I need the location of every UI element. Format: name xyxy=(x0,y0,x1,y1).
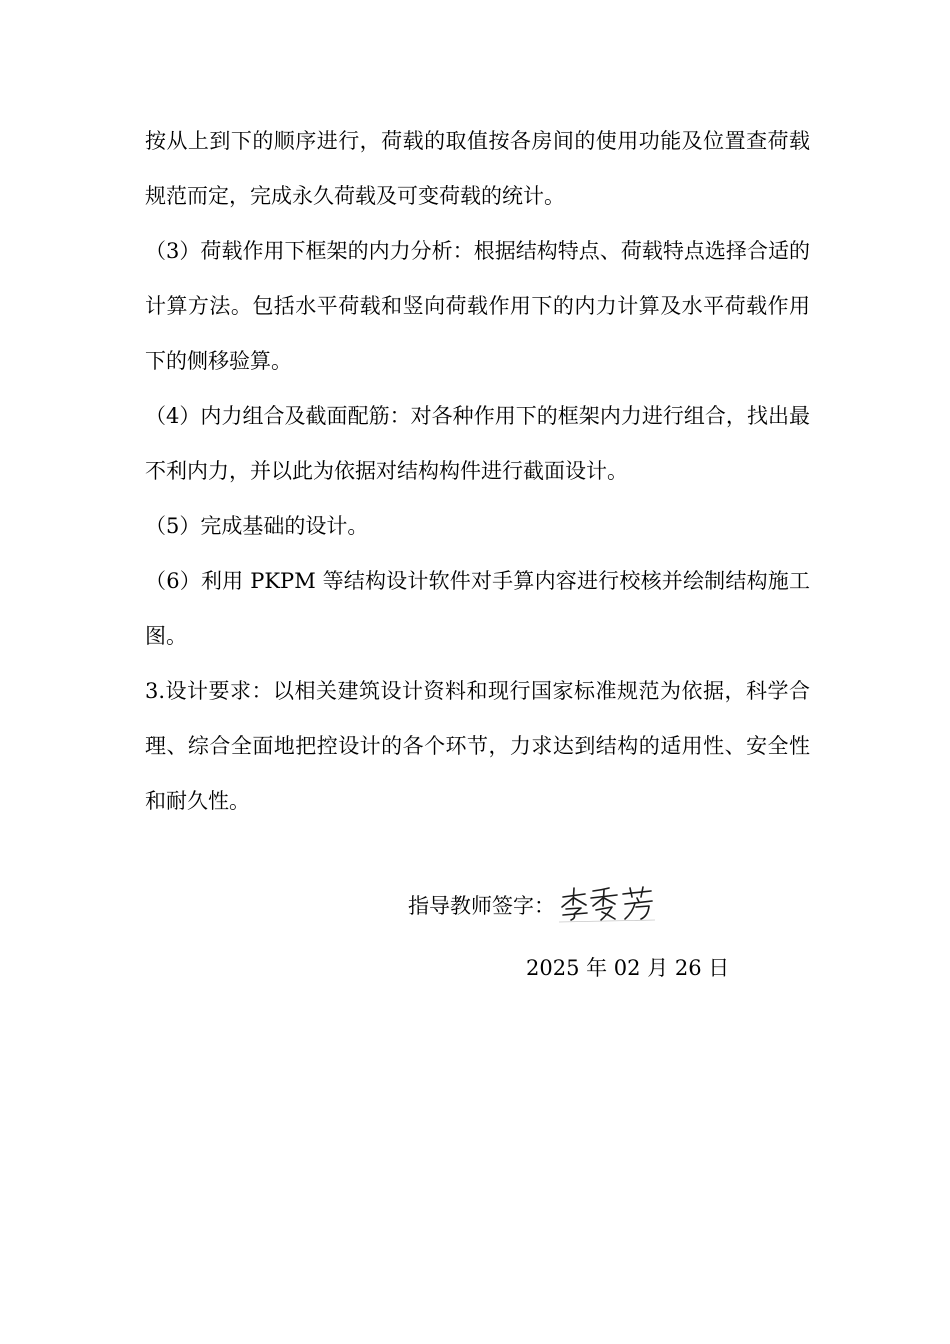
signature-row xyxy=(408,880,657,930)
paragraph-foundation-design: （5）完成基础的设计。 xyxy=(145,514,369,538)
paragraph-design-requirements: 3.设计要求：以相关建筑设计资料和现行国家标准规范为依据，科学合理、综合全面地把控设计的各个环节，力求达到结构的适用性、安全性和耐久性。 xyxy=(145,679,810,813)
signature-date: 2025 年 02 月 26 日 xyxy=(526,956,730,980)
paragraph-pkpm-check: （6）利用 PKPM 等结构设计软件对手算内容进行校核并绘制结构施工图。 xyxy=(145,569,810,648)
paragraph-internal-force-analysis: （3）荷载作用下框架的内力分析：根据结构特点、荷载特点选择合适的计算方法。包括水平荷载和竖向荷载作用下的内力计算及水平荷载作用下的侧移验算。 xyxy=(145,239,810,373)
handwritten-signature xyxy=(557,885,657,925)
signature-label: 指导教师签字： xyxy=(408,894,555,918)
paragraph-load-statistics: 按从上到下的顺序进行，荷载的取值按各房间的使用功能及位置查荷载规范而定，完成永久荷载及可变荷载的统计。 xyxy=(145,129,810,208)
paragraph-force-combination: （4）内力组合及截面配筋：对各种作用下的框架内力进行组合，找出最不利内力，并以此为依据对结构构件进行截面设计。 xyxy=(145,404,810,483)
